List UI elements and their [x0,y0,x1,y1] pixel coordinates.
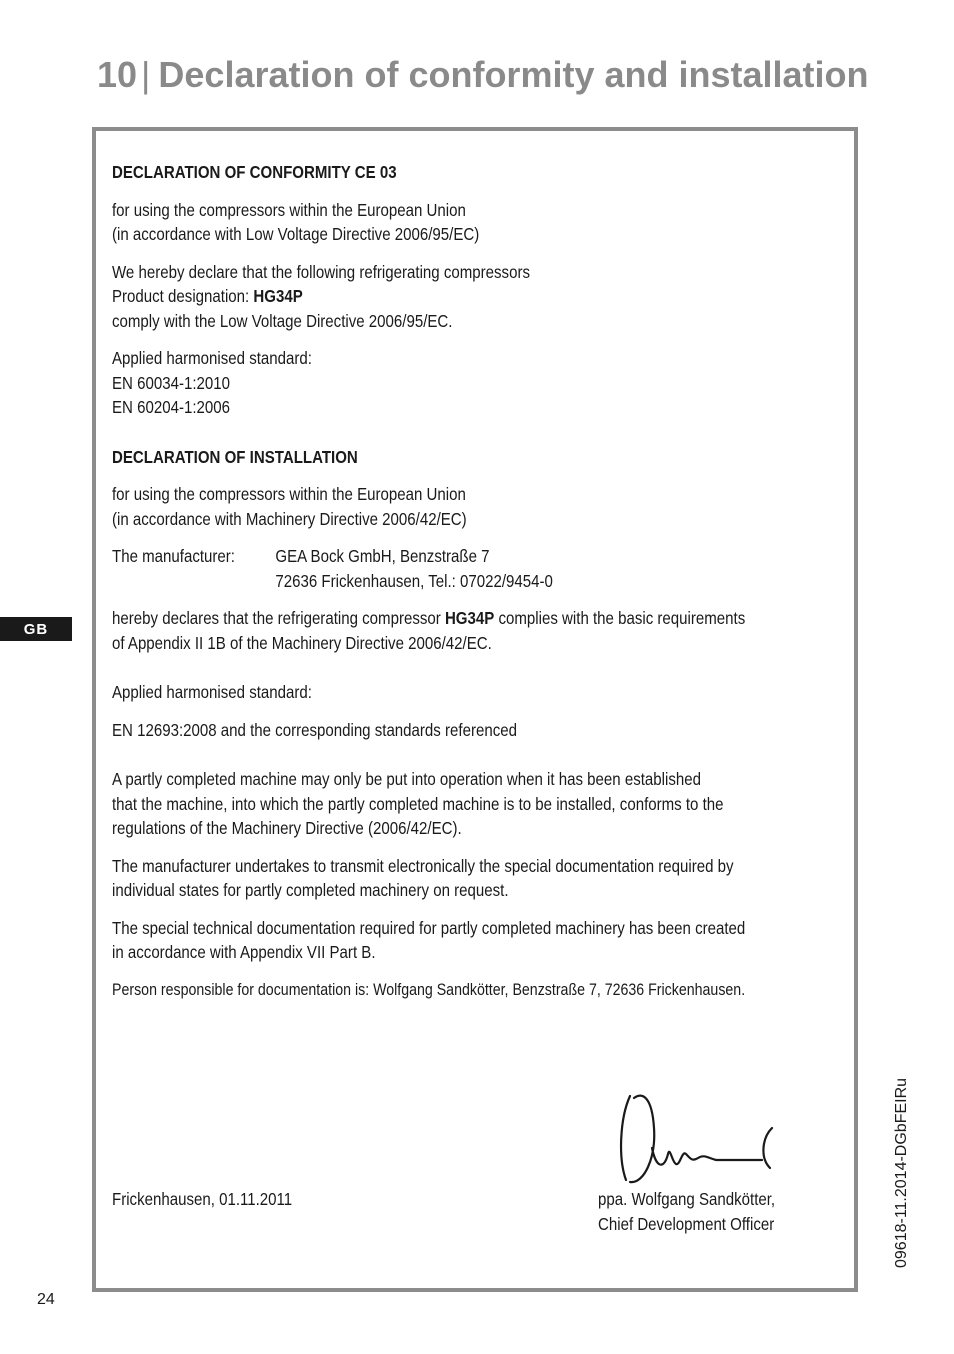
installation-scope-line-2: (in accordance with Machinery Directive 2006/42/EC) [112,508,467,529]
installation-standard-line: EN 12693:2008 and the corresponding standards referenced [112,719,517,740]
page-number: 24 [37,1291,55,1308]
undertakes-line-2: individual states for partly completed machinery on request. [112,880,509,900]
conformity-declare-line: We hereby declare that the following refrigerating compressors [112,261,530,282]
conformity-comply-line: comply with the Low Voltage Directive 2006/95/EC. [112,310,453,331]
signer-block [598,1187,775,1236]
title-separator: | [141,54,151,95]
partly-completed-line-1: A partly completed machine may only be put into operation when it has been established [112,769,701,789]
manufacturer-address-1: GEA Bock GmbH, Benzstraße 7 [275,546,490,566]
declares-product: HG34P [444,608,495,628]
conformity-scope-line-1: for using the compressors within the European Union [112,199,466,220]
declares-text-before: hereby declares that the refrigerating compressor [112,608,445,628]
person-responsible-line: Person responsible for documentation is: Wolfgang Sandkötter, Benzstraße 7, 72636 Frickenhausen. [112,980,746,999]
special-doc-line-1: The special technical documentation required for partly completed machinery has been created [112,917,746,938]
conformity-standard-2: EN 60204-1:2006 [112,397,230,417]
conformity-standard-label: Applied harmonised standard: [112,348,312,368]
signature-image [612,1088,792,1188]
chapter-title: Declaration of conformity and installation [158,54,869,95]
undertakes-line-1: The manufacturer undertakes to transmit electronically the special documentation required by [112,855,734,876]
document-code: 09618-11.2014-DGbFEIRu [893,1077,910,1268]
page-title [97,54,869,96]
product-designation-label: Product designation: [112,286,254,306]
installation-scope-line-1: for using the compressors within the European Union [112,484,466,504]
partly-completed-line-2: that the machine, into which the partly completed machine is to be installed, conforms to the [112,793,724,814]
declares-line-2: of Appendix II 1B of the Machinery Directive 2006/42/EC. [112,632,492,653]
installation-heading: DECLARATION OF INSTALLATION [112,446,358,467]
language-tab: GB [0,617,72,641]
declares-line-1 [112,606,852,631]
manufacturer-label: The manufacturer: [112,546,235,566]
signer-title: Chief Development Officer [598,1213,775,1234]
special-doc-line-2: in accordance with Appendix VII Part B. [112,942,376,962]
declares-text-after: complies with the basic requirements [494,608,746,628]
product-designation [112,284,852,309]
partly-completed-line-3: regulations of the Machinery Directive (2006/42/EC). [112,818,462,838]
conformity-standard-1: EN 60034-1:2010 [112,372,230,393]
signer-name: ppa. Wolfgang Sandkötter, [598,1189,776,1209]
installation-standard-label: Applied harmonised standard: [112,682,312,702]
chapter-number: 10 [97,54,138,95]
place-date: Frickenhausen, 01.11.2011 [112,1189,293,1209]
product-designation-value: HG34P [253,286,303,306]
manufacturer-block [112,544,852,593]
manufacturer-address-2: 72636 Frickenhausen, Tel.: 07022/9454-0 [275,570,553,591]
conformity-scope-line-2: (in accordance with Low Voltage Directive 2006/95/EC) [112,224,480,244]
conformity-heading: DECLARATION OF CONFORMITY CE 03 [112,162,397,182]
declaration-content [112,160,852,1002]
